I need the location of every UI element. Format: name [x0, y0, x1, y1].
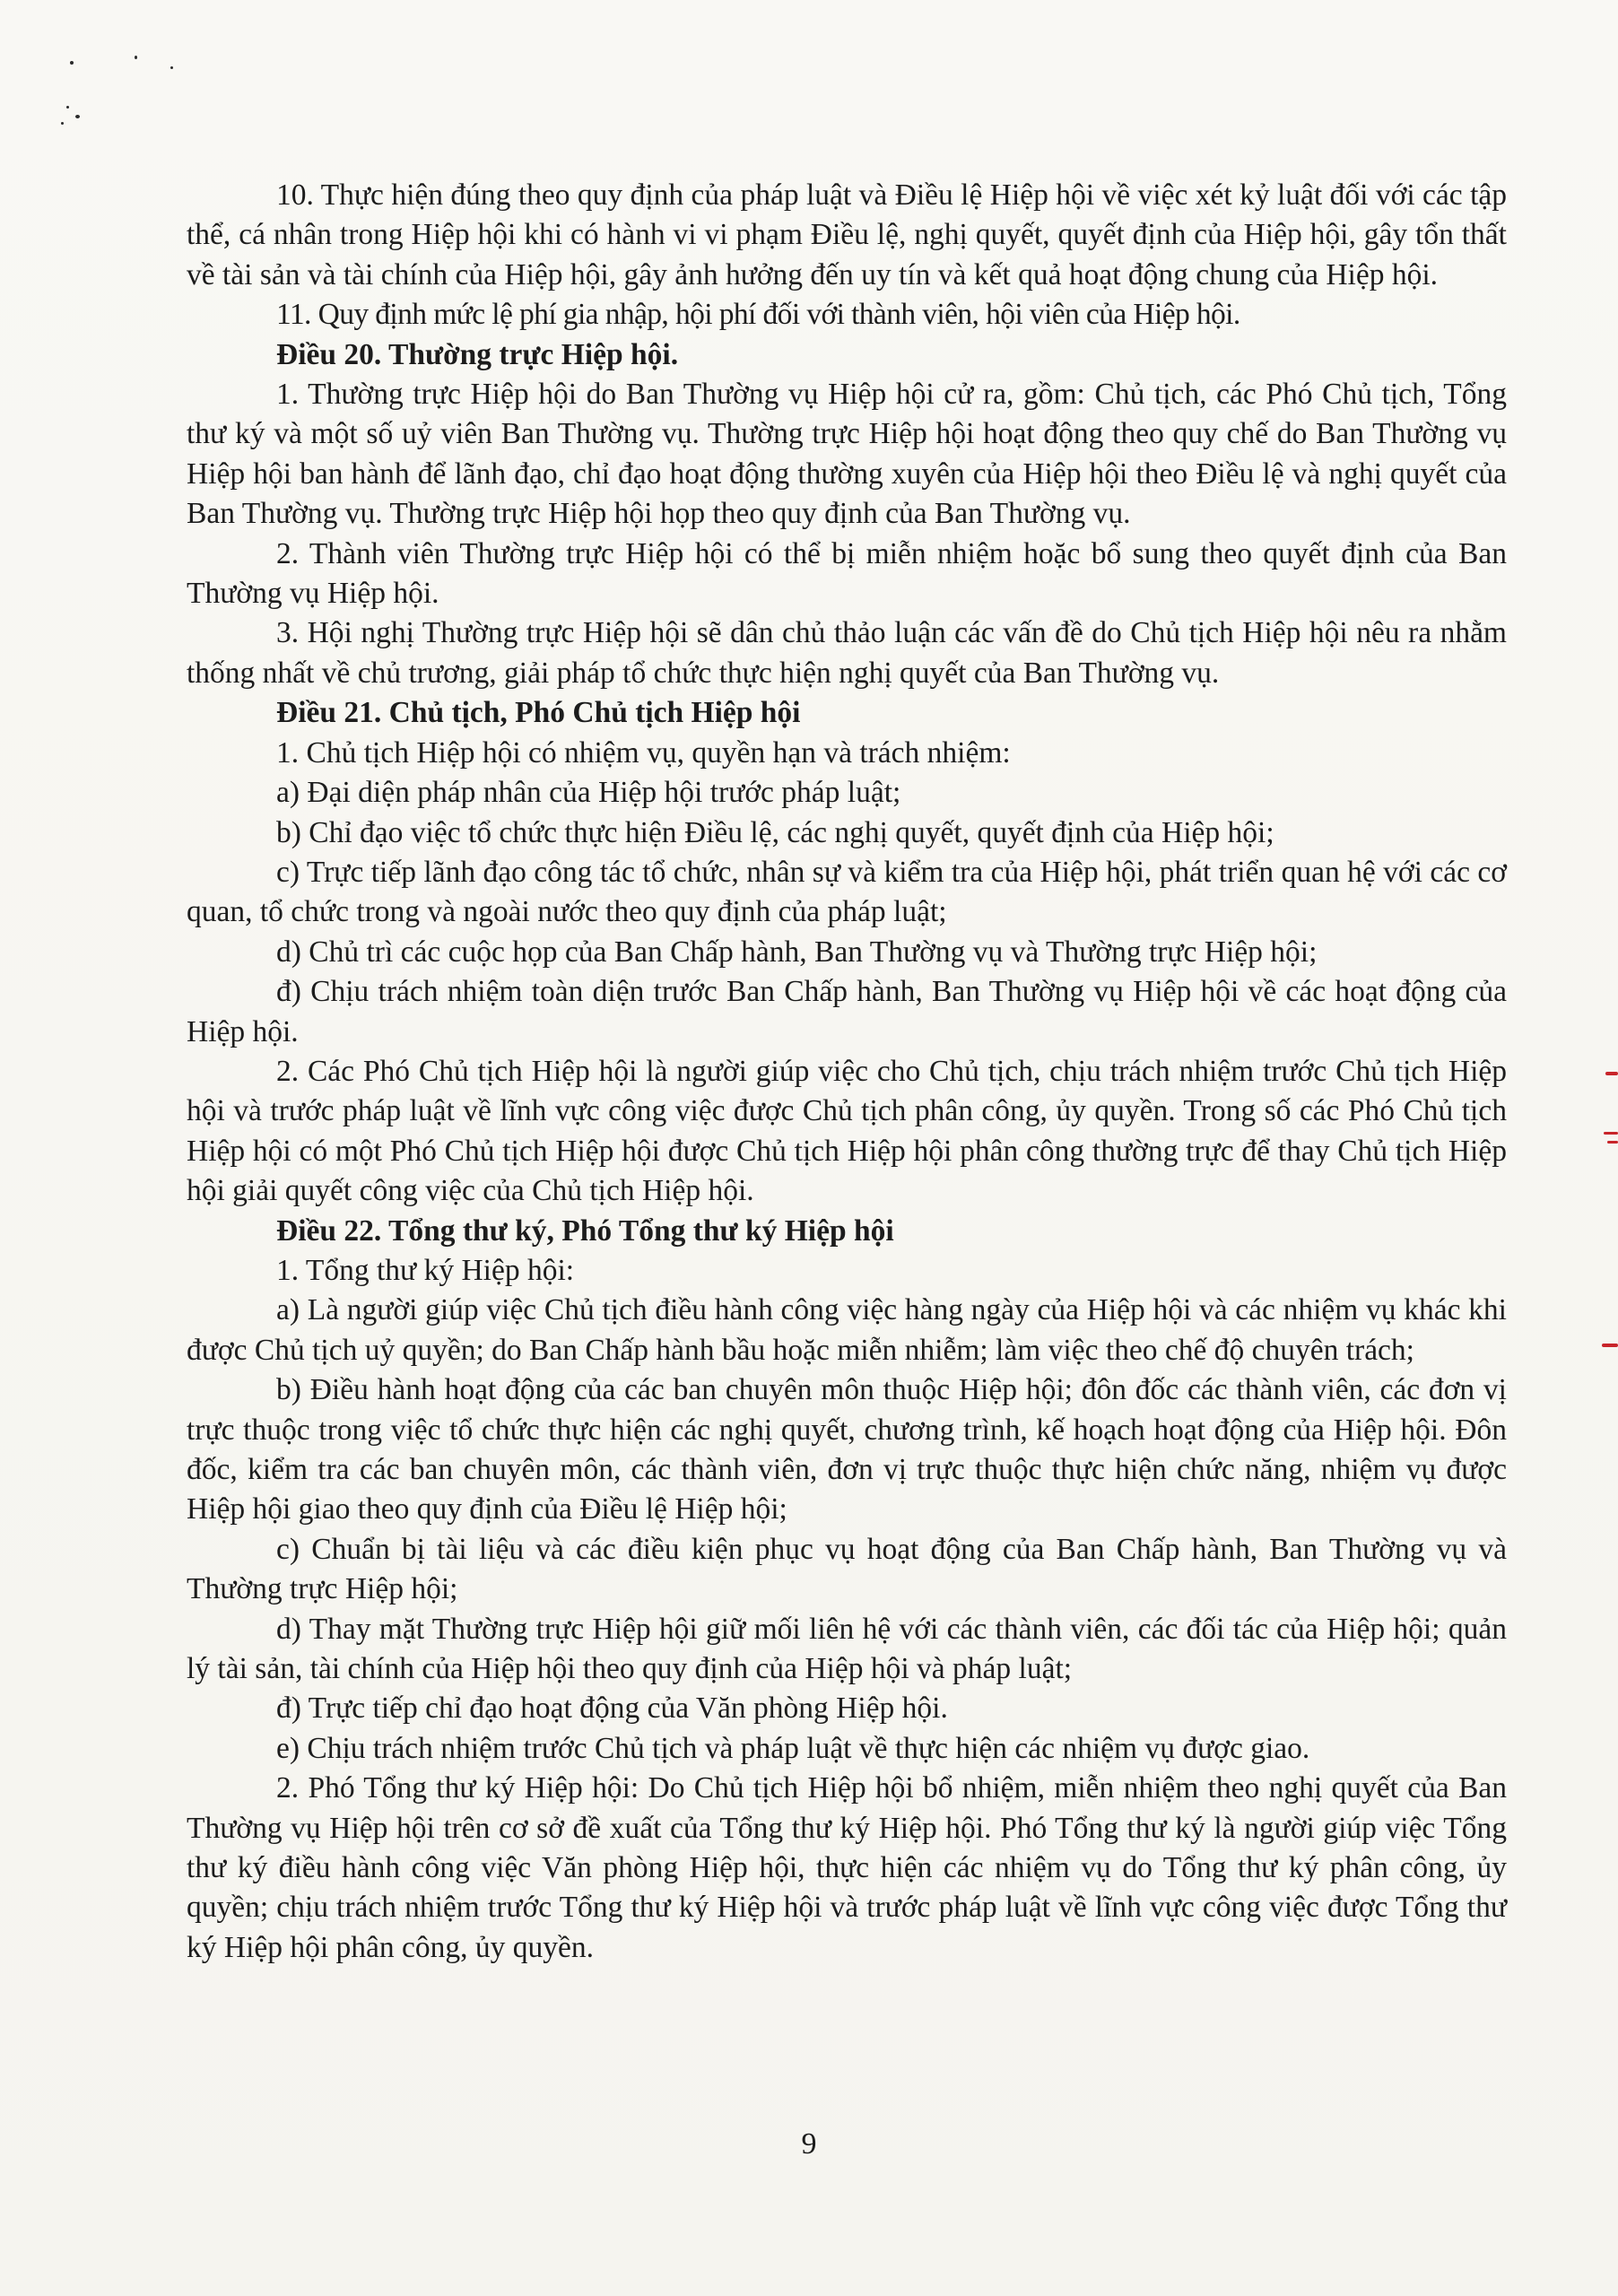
article-22-clause-2: 2. Phó Tổng thư ký Hiệp hội: Do Chủ tịch Hiệp hội bổ nhiệm, miễn nhiệm theo nghị quyết của Ban Thường vụ Hiệp hội trên cơ sở đề xuất của Tổng thư ký Hiệp hội. Phó Tổng thư ký là người giúp việc Tổng thư ký điều hành công việc Văn phòng Hiệp hội, thực hiện các nhiệm vụ do Tổng thư ký phân công, ủy quyền; chịu trách nhiệm trước Tổng thư ký Hiệp hội và trước pháp luật về lĩnh vực công việc được Tổng thư ký Hiệp hội phân công, ủy quyền. — [187, 1771, 1507, 1964]
article-21-item-d: d) Chủ trì các cuộc họp của Ban Chấp hành, Ban Thường vụ và Thường trực Hiệp hội; — [276, 935, 1318, 969]
article-21-item-a: a) Đại diện pháp nhân của Hiệp hội trước pháp luật; — [276, 776, 901, 810]
article-21-item-c: c) Trực tiếp lãnh đạo công tác tổ chức, nhân sự và kiểm tra của Hiệp hội, phát triển quan hệ với các cơ quan, tổ chức trong và ngoài nước theo quy định của pháp luật; — [187, 855, 1507, 929]
page-number: 9 — [801, 2127, 817, 2161]
article-21-clause-1: 1. Chủ tịch Hiệp hội có nhiệm vụ, quyền hạn và trách nhiệm: — [276, 735, 1011, 770]
article-22-heading: Điều 22. Tổng thư ký, Phó Tổng thư ký Hiệp hội — [276, 1213, 894, 1248]
red-binding-mark — [1602, 1344, 1618, 1347]
article-22-item-b: b) Điều hành hoạt động của các ban chuyên môn thuộc Hiệp hội; đôn đốc các thành viên, các đơn vị trực thuộc trong việc tổ chức thực hiện các nghị quyết, chương trình, kế hoạch hoạt động của Hiệp hội. Đôn đốc, kiểm tra các ban chuyên môn, các thành viên, đơn vị trực thuộc thực hiện chức năng, nhiệm vụ được Hiệp hội giao theo quy định của Điều lệ Hiệp hội; — [187, 1373, 1507, 1526]
scan-speck — [66, 106, 69, 109]
article-21-item-dd: đ) Chịu trách nhiệm toàn diện trước Ban Chấp hành, Ban Thường vụ Hiệp hội về các hoạt động của Hiệp hội. — [187, 975, 1507, 1048]
document-body — [187, 176, 1507, 1968]
article-22-item-c: c) Chuẩn bị tài liệu và các điều kiện phục vụ hoạt động của Ban Chấp hành, Ban Thường vụ và Thường trực Hiệp hội; — [187, 1532, 1507, 1606]
clause-11: 11. Quy định mức lệ phí gia nhập, hội phí đối với thành viên, hội viên của Hiệp hội. — [276, 298, 1240, 332]
article-20-clause-3: 3. Hội nghị Thường trực Hiệp hội sẽ dân chủ thảo luận các vấn đề do Chủ tịch Hiệp hội nêu ra nhằm thống nhất về chủ trương, giải pháp tổ chức thực hiện nghị quyết của Ban Thường vụ. — [187, 616, 1507, 690]
article-22-clause-1: 1. Tổng thư ký Hiệp hội: — [276, 1253, 575, 1287]
article-22-item-d: d) Thay mặt Thường trực Hiệp hội giữ mối liên hệ với các thành viên, các đối tác của Hiệp hội; quản lý tài sản, tài chính của Hiệp hội theo quy định của Hiệp hội và pháp luật; — [187, 1612, 1507, 1686]
red-binding-mark — [1607, 1141, 1618, 1144]
article-21-item-b: b) Chỉ đạo việc tổ chức thực hiện Điều lệ, các nghị quyết, quyết định của Hiệp hội; — [276, 815, 1274, 849]
article-21-heading: Điều 21. Chủ tịch, Phó Chủ tịch Hiệp hội — [276, 696, 801, 730]
red-binding-mark — [1604, 1132, 1618, 1135]
scan-speck — [135, 56, 137, 59]
scan-speck — [61, 122, 64, 125]
scan-speck — [75, 115, 80, 118]
scan-speck — [170, 66, 173, 69]
clause-10: 10. Thực hiện đúng theo quy định của pháp luật và Điều lệ Hiệp hội về việc xét kỷ luật đối với các tập thể, cá nhân trong Hiệp hội khi có hành vi vi phạm Điều lệ, nghị quyết, quyết định của Hiệp hội, gây tổn thất về tài sản và tài chính của Hiệp hội, gây ảnh hưởng đến uy tín và kết quả hoạt động chung của Hiệp hội. — [187, 178, 1507, 291]
article-22-item-a: a) Là người giúp việc Chủ tịch điều hành công việc hàng ngày của Hiệp hội và các nhiệm vụ khác khi được Chủ tịch uỷ quyền; do Ban Chấp hành bầu hoặc miễn nhiễm; làm việc theo chế độ chuyên trách; — [187, 1293, 1507, 1367]
article-22-item-dd: đ) Trực tiếp chỉ đạo hoạt động của Văn phòng Hiệp hội. — [276, 1692, 948, 1726]
article-20-heading: Điều 20. Thường trực Hiệp hội. — [276, 337, 679, 371]
article-20-clause-1: 1. Thường trực Hiệp hội do Ban Thường vụ Hiệp hội cử ra, gồm: Chủ tịch, các Phó Chủ tịch, Tổng thư ký và một số uỷ viên Ban Thường vụ. Thường trực Hiệp hội hoạt động theo quy chế do Ban Thường vụ Hiệp hội ban hành để lãnh đạo, chỉ đạo hoạt động thường xuyên của Hiệp hội theo Điều lệ và nghị quyết của Ban Thường vụ. Thường trực Hiệp hội họp theo quy định của Ban Thường vụ. — [187, 378, 1507, 531]
article-20-clause-2: 2. Thành viên Thường trực Hiệp hội có thể bị miễn nhiệm hoặc bổ sung theo quyết định của Ban Thường vụ Hiệp hội. — [187, 536, 1507, 611]
article-21-clause-2: 2. Các Phó Chủ tịch Hiệp hội là người giúp việc cho Chủ tịch, chịu trách nhiệm trước Chủ tịch Hiệp hội và trước pháp luật về lĩnh vực công việc được Chủ tịch phân công, ủy quyền. Trong số các Phó Chủ tịch Hiệp hội có một Phó Chủ tịch Hiệp hội được Chủ tịch Hiệp hội phân công thường trực để thay Chủ tịch Hiệp hội giải quyết công việc của Chủ tịch Hiệp hội. — [187, 1054, 1507, 1208]
article-22-item-e: e) Chịu trách nhiệm trước Chủ tịch và pháp luật về thực hiện các nhiệm vụ được giao. — [276, 1731, 1310, 1765]
red-binding-mark — [1605, 1072, 1618, 1075]
scan-speck — [70, 61, 74, 65]
